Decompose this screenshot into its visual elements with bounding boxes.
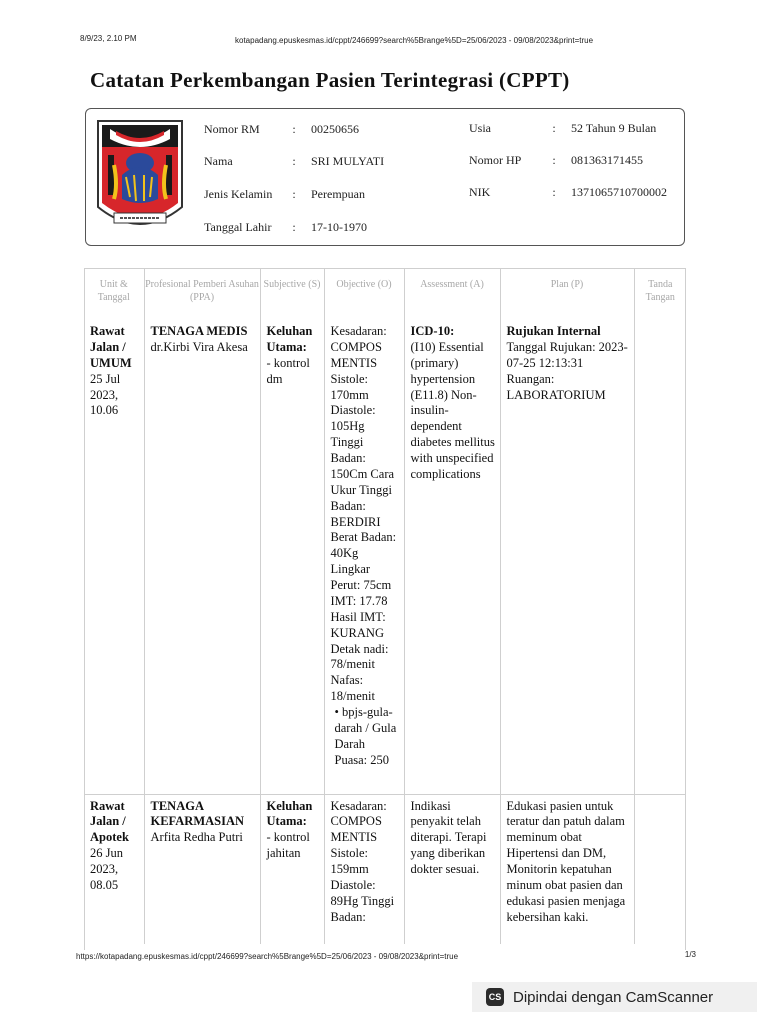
jenis-kelamin-value: Perempuan <box>311 187 365 201</box>
unit-cell <box>84 794 144 944</box>
table-row <box>84 320 686 794</box>
plan-cell <box>500 794 634 944</box>
unit-cell <box>84 320 144 794</box>
ppa-cell <box>144 320 260 794</box>
plan-label: Rujukan Internal <box>506 324 601 338</box>
nama-value: SRI MULYATI <box>311 154 385 168</box>
header-plan: Plan (P) <box>500 268 634 320</box>
nik-value: 1371065710700002 <box>571 185 667 199</box>
header-objective: Objective (O) <box>324 268 404 320</box>
unit-name: Rawat Jalan / UMUM <box>90 324 132 370</box>
no-rm-label: Nomor RM <box>204 122 260 136</box>
signature-cell <box>634 794 686 944</box>
jenis-kelamin-label: Jenis Kelamin <box>204 187 273 201</box>
kota-padang-logo <box>94 115 186 239</box>
header-assessment: Assessment (A) <box>404 268 500 320</box>
plan-text: Tanggal Rujukan: 2023-07-25 12:13:31 Ruangan: LABORATORIUM <box>506 339 628 402</box>
assessment-text: (I10) Essential (primary) hypertension (E11.8) Non-insulin-dependent diabetes mellitus with unspecified complications <box>410 339 495 481</box>
nomor-hp-value: 081363171455 <box>571 153 643 167</box>
subjective-cell <box>260 794 324 944</box>
print-url: kotapadang.epuskesmas.id/cppt/246699?search%5Brange%5D=25/06/2023 - 09/08/2023&print=true <box>235 36 594 45</box>
unit-date: 26 Jun 2023, 08.05 <box>90 846 123 892</box>
camscanner-icon: CS <box>486 988 504 1006</box>
usia-value: 52 Tahun 9 Bulan <box>571 121 657 135</box>
ppa-role: TENAGA KEFARMASIAN <box>150 798 245 829</box>
table-header-row <box>84 268 686 320</box>
tanggal-lahir-value: 17-10-1970 <box>311 220 367 234</box>
objective-cell <box>324 794 404 944</box>
tanggal-lahir-sep: : <box>292 220 296 234</box>
objective-bullet: • bpjs-gula-darah / Gula Darah Puasa: 250 <box>334 705 397 767</box>
plan-cell <box>500 320 634 794</box>
objective-text: Kesadaran: COMPOS MENTIS Sistole: 170mm Diastole: 105Hg Tinggi Badan: 150Cm Cara Ukur Tinggi Badan: BERDIRI Berat Badan: 40Kg Lingkar Perut: 75cm IMT: 17.78 Hasil IMT: KURANG Detak nadi: 78/menit Nafas: 18/menit <box>330 324 397 704</box>
nomor-hp-label: Nomor HP <box>469 153 522 167</box>
plan-text: Edukasi pasien untuk teratur dan patuh dalam meminum obat Hipertensi dan DM, Monitorin kepatuhan minum obat pasien dan edukasi pasien menjaga kebersihan kaki. <box>506 798 626 924</box>
footer-url: https://kotapadang.epuskesmas.id/cppt/246699?search%5Brange%5D=25/06/2023 - 09/08/2023&print=true <box>76 952 459 961</box>
assessment-cell <box>404 794 500 944</box>
objective-cell <box>324 320 404 794</box>
subjective-cell <box>260 320 324 794</box>
nik-sep: : <box>552 185 556 199</box>
ppa-name: Arfita Redha Putri <box>150 830 243 845</box>
usia-sep: : <box>552 121 556 135</box>
page-number: 1/3 <box>684 950 696 959</box>
usia-label: Usia <box>469 121 491 135</box>
header-tanda-tangan: Tanda Tangan <box>645 279 675 303</box>
ppa-name: dr.Kirbi Vira Akesa <box>150 339 248 354</box>
header-unit: Unit & Tanggal <box>84 268 144 320</box>
jenis-kelamin-sep: : <box>292 187 296 201</box>
unit-name: Rawat Jalan / Apotek <box>90 798 129 845</box>
subjective-text: - kontrol dm <box>266 355 310 386</box>
assessment-label: ICD-10: <box>410 324 455 338</box>
assessment-text: Indikasi penyakit telah diterapi. Terapi yang diberikan dokter sesuai. <box>410 798 487 876</box>
no-rm-sep: : <box>292 122 296 136</box>
cppt-table <box>84 268 686 944</box>
nama-sep: : <box>292 154 296 168</box>
document-title: Catatan Perkembangan Pasien Terintegrasi (CPPT) <box>90 68 570 92</box>
header-subjective: Subjective (S) <box>260 268 324 320</box>
camscanner-text: Dipindai dengan CamScanner <box>513 988 714 1006</box>
subjective-label: Keluhan Utama: <box>266 324 313 354</box>
objective-text: Kesadaran: COMPOS MENTIS Sistole: 159mm Diastole: 89Hg Tinggi Badan: <box>330 798 395 924</box>
subjective-label: Keluhan Utama: <box>266 798 313 829</box>
ppa-role: TENAGA MEDIS <box>150 324 248 338</box>
unit-date: 25 Jul 2023, 10.06 <box>90 371 121 418</box>
tanggal-lahir-label: Tanggal Lahir <box>204 220 272 234</box>
subjective-text: - kontrol jahitan <box>266 830 310 861</box>
no-rm-value: 00250656 <box>311 122 359 136</box>
ppa-cell <box>144 794 260 944</box>
camscanner-watermark <box>472 982 757 1012</box>
nomor-hp-sep: : <box>552 153 556 167</box>
patient-info-card <box>85 108 685 246</box>
print-datetime: 8/9/23, 2.10 PM <box>80 34 137 43</box>
table-row <box>84 794 686 944</box>
signature-cell <box>634 320 686 794</box>
nik-label: NIK <box>469 185 491 199</box>
assessment-cell <box>404 320 500 794</box>
nama-label: Nama <box>204 154 233 168</box>
header-ppa: Profesional Pemberi Asuhan (PPA) <box>144 268 260 320</box>
